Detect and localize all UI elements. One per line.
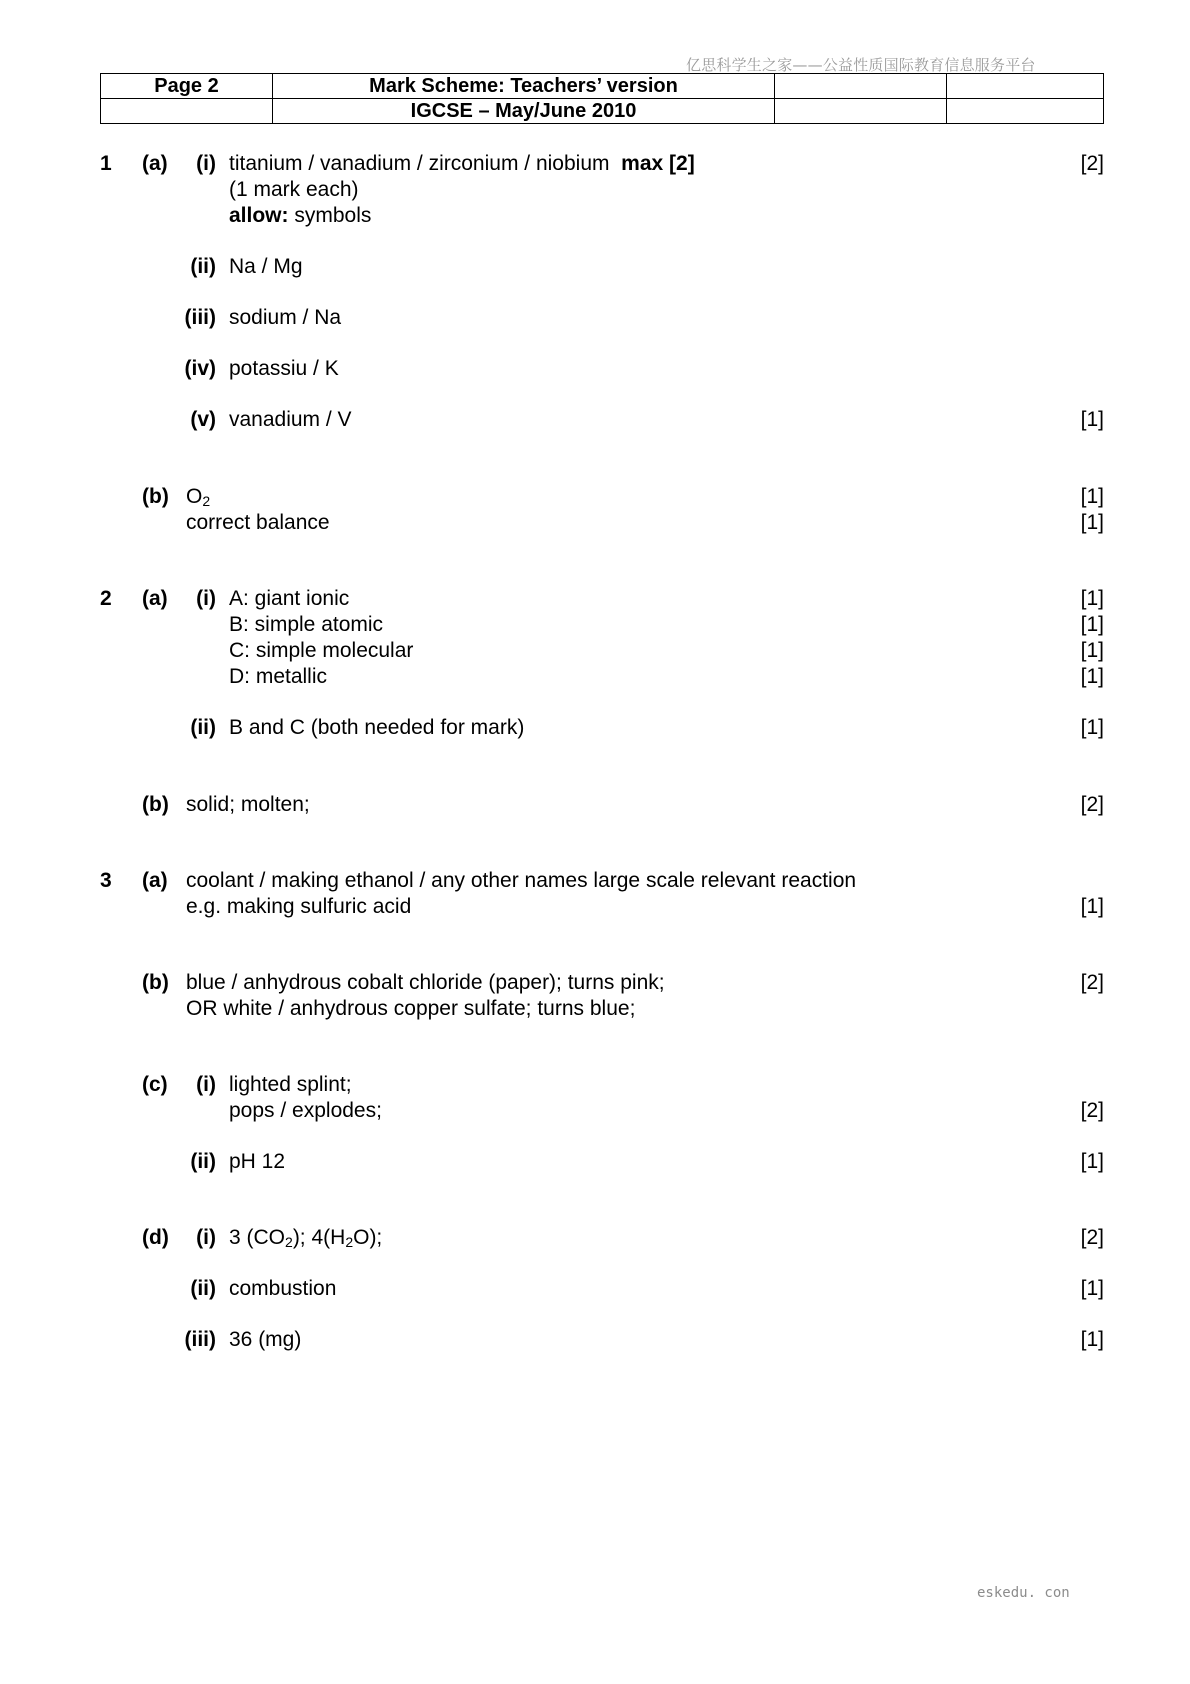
part-label: (b)	[142, 793, 169, 816]
part-label: (a)	[142, 587, 168, 610]
header-empty-cell	[775, 74, 947, 99]
part-label: (a)	[142, 869, 168, 892]
header-table	[100, 73, 1104, 124]
subpart-label: (i)	[196, 152, 216, 175]
part-label: (b)	[142, 971, 169, 994]
header-empty-cell	[947, 99, 1104, 124]
mark: [1]	[1080, 716, 1104, 739]
mark: [2]	[1080, 1099, 1104, 1122]
formula-text: O);	[353, 1226, 383, 1249]
subpart-label: (v)	[190, 408, 216, 431]
answer-text: blue / anhydrous cobalt chloride (paper); turns pink;	[186, 971, 665, 994]
answer-text: C: simple molecular	[229, 639, 414, 662]
answer-text: solid; molten;	[186, 793, 310, 816]
subpart-label: (i)	[196, 587, 216, 610]
subpart-label: (iv)	[184, 357, 216, 380]
answer-text	[186, 484, 210, 510]
answer-text: B and C (both needed for mark)	[229, 716, 525, 739]
allow-label: allow:	[229, 204, 289, 227]
header-title: Mark Scheme: Teachers’ version	[273, 74, 775, 99]
mark: [1]	[1080, 665, 1104, 688]
question-number: 1	[100, 152, 112, 175]
formula-text: ); 4(H	[292, 1226, 346, 1249]
subpart-label: (ii)	[190, 716, 216, 739]
answer-note: (1 mark each)	[229, 178, 359, 201]
part-label: (d)	[142, 1226, 169, 1249]
header-empty-cell	[101, 99, 273, 124]
mark: [1]	[1080, 587, 1104, 610]
formula-text: O	[186, 485, 203, 508]
mark: [1]	[1080, 613, 1104, 636]
answer-text: B: simple atomic	[229, 613, 384, 636]
watermark-bottom: eskedu. con	[977, 1585, 1070, 1601]
subpart-label: (ii)	[190, 1150, 216, 1173]
answer-text: Na / Mg	[229, 255, 303, 278]
header-page: Page 2	[101, 74, 273, 99]
answer-text: A: giant ionic	[229, 587, 350, 610]
answer-text: vanadium / V	[229, 408, 352, 431]
header-empty-cell	[947, 74, 1104, 99]
mark: [1]	[1080, 511, 1104, 534]
answer-text: potassiu / K	[229, 357, 339, 380]
part-label: (a)	[142, 152, 168, 175]
subpart-label: (iii)	[184, 1328, 216, 1351]
subpart-label: (i)	[196, 1226, 216, 1249]
mark: [1]	[1080, 408, 1104, 431]
mark: [1]	[1080, 639, 1104, 662]
subpart-label: (ii)	[190, 1277, 216, 1300]
formula-subscript: 2	[345, 1234, 354, 1250]
subpart-label: (ii)	[190, 255, 216, 278]
mark: [2]	[1080, 152, 1104, 175]
answer-text: coolant / making ethanol / any other names large scale relevant reaction	[186, 869, 857, 892]
answer-text	[229, 151, 695, 177]
answer-text: pH 12	[229, 1150, 286, 1173]
answer-text: e.g. making sulfuric acid	[186, 895, 412, 918]
answer-text: sodium / Na	[229, 306, 342, 329]
mark: [2]	[1080, 1226, 1104, 1249]
question-number: 2	[100, 587, 112, 610]
mark: [1]	[1080, 1328, 1104, 1351]
max-note: max [2]	[621, 152, 695, 175]
mark: [1]	[1080, 485, 1104, 508]
answer-text	[229, 1225, 382, 1251]
watermark-top: 亿思科学生之家——公益性质国际教育信息服务平台	[686, 56, 1036, 74]
part-label: (c)	[142, 1073, 168, 1096]
formula-subscript: 2	[202, 493, 211, 509]
mark: [1]	[1080, 1277, 1104, 1300]
answer-text: D: metallic	[229, 665, 328, 688]
answer-text: lighted splint;	[229, 1073, 352, 1096]
formula-subscript: 2	[285, 1234, 293, 1250]
answer-main: titanium / vanadium / zirconium / niobium	[229, 152, 610, 175]
mark: [1]	[1080, 1150, 1104, 1173]
allow-text: symbols	[288, 204, 372, 227]
header-empty-cell	[775, 99, 947, 124]
header-subtitle: IGCSE – May/June 2010	[273, 99, 775, 124]
answer-text: pops / explodes;	[229, 1099, 382, 1122]
formula-text: 3 (CO	[229, 1226, 286, 1249]
answer-text: correct balance	[186, 511, 330, 534]
answer-text: OR white / anhydrous copper sulfate; turns blue;	[186, 997, 636, 1020]
mark: [2]	[1080, 971, 1104, 994]
question-number: 3	[100, 869, 112, 892]
subpart-label: (iii)	[184, 306, 216, 329]
subpart-label: (i)	[196, 1073, 216, 1096]
part-label: (b)	[142, 485, 169, 508]
mark: [2]	[1080, 793, 1104, 816]
answer-note	[229, 203, 371, 229]
mark: [1]	[1080, 895, 1104, 918]
answer-text: 36 (mg)	[229, 1328, 302, 1351]
answer-text: combustion	[229, 1277, 337, 1300]
